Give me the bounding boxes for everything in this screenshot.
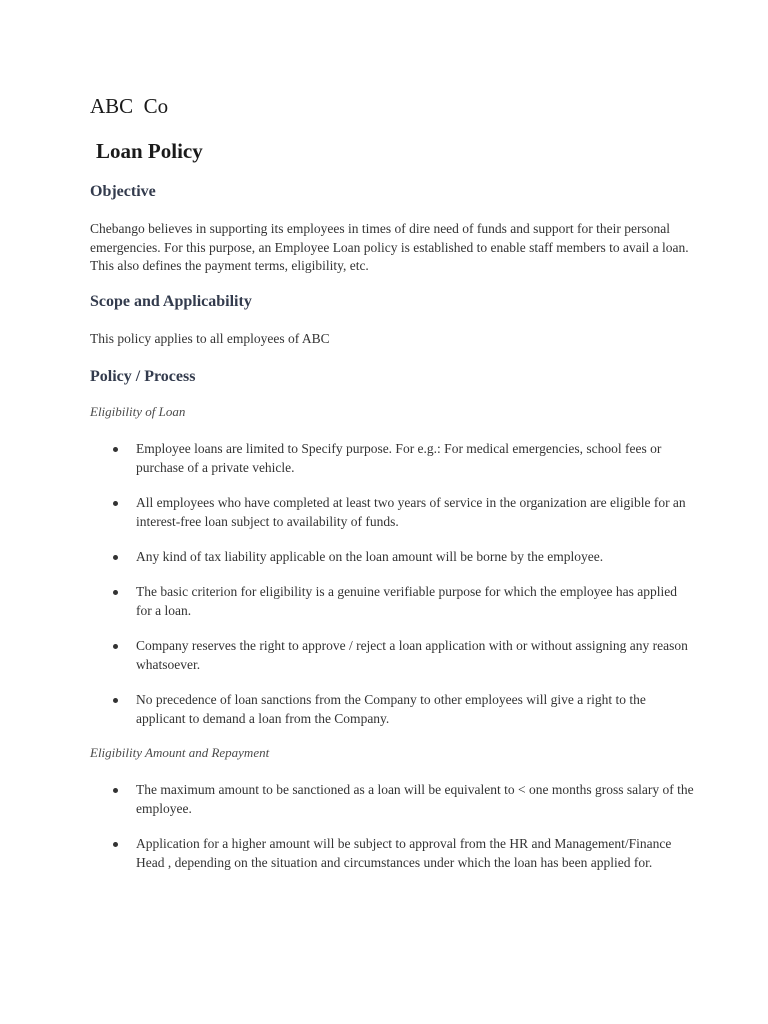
list-item-text: The basic criterion for eligibility is a genuine verifiable purpose for which the employee has applied for a loan. bbox=[136, 584, 677, 618]
bullet-icon bbox=[113, 842, 118, 847]
eligibility-subheading: Eligibility of Loan bbox=[90, 404, 186, 419]
objective-text: Chebango believes in supporting its employees in times of dire need of funds and support for their personal emergencies. For this purpose, an Employee Loan policy is established to enable staff members to avail a loan. This also defines the payment terms, eligibility, etc. bbox=[90, 221, 689, 274]
document-title: Loan Policy bbox=[96, 139, 203, 163]
objective-heading: Objective bbox=[90, 183, 156, 200]
list-item-text: The maximum amount to be sanctioned as a loan will be equivalent to < one months gross salary of the employee. bbox=[136, 782, 694, 816]
policy-heading: Policy / Process bbox=[90, 368, 196, 385]
company-name: ABC Co bbox=[90, 94, 169, 118]
bullet-icon bbox=[113, 447, 118, 452]
scope-heading: Scope and Applicability bbox=[90, 293, 252, 310]
list-item-text: All employees who have completed at least two years of service in the organization are eligible for an interest-free loan subject to availability of funds. bbox=[136, 495, 686, 529]
amount-subheading: Eligibility Amount and Repayment bbox=[90, 745, 270, 760]
bullet-icon bbox=[113, 501, 118, 506]
bullet-icon bbox=[113, 555, 118, 560]
bullet-icon bbox=[113, 590, 118, 595]
list-item-text: Employee loans are limited to Specify purpose. For e.g.: For medical emergencies, school fees or purchase of a private vehicle. bbox=[136, 441, 662, 475]
scope-text: This policy applies to all employees of ABC bbox=[90, 331, 330, 346]
bullet-icon bbox=[113, 788, 118, 793]
list-item-text: Any kind of tax liability applicable on the loan amount will be borne by the employee. bbox=[136, 549, 604, 564]
bullet-icon bbox=[113, 644, 118, 649]
list-item-text: Company reserves the right to approve / reject a loan application with or without assigning any reason whatsoever. bbox=[136, 638, 688, 672]
list-item-text: Application for a higher amount will be subject to approval from the HR and Management/Finance Head , depending on the situation and circumstances under which the loan has been applied for. bbox=[136, 836, 672, 870]
list-item-text: No precedence of loan sanctions from the Company to other employees will give a right to the applicant to demand a loan from the Company. bbox=[136, 692, 646, 726]
bullet-icon bbox=[113, 698, 118, 703]
